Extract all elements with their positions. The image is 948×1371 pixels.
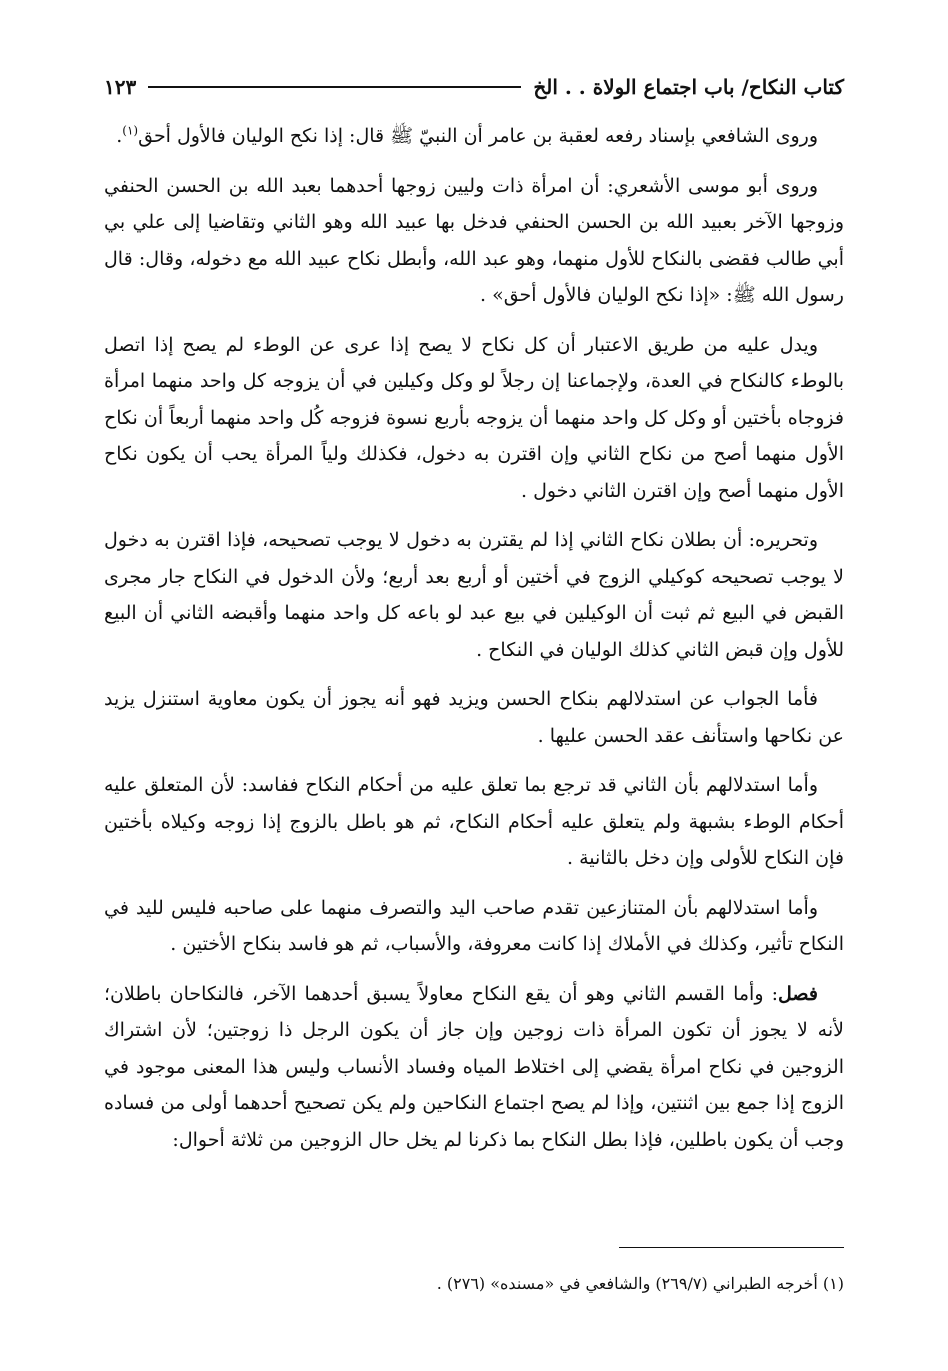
paragraph-text: : وأما القسم الثاني وهو أن يقع النكاح معاولاً يسبق أحدهما الآخر، فالنكاحان باطلان؛ لأنه لا يجوز أن تكون المرأة ذات زوجين وإن جاز أن يكون الرجل ذا زوجتين؛ لأن اشتراك الزوجين في نكاح امرأة يقضي إلى اختلاط المياه وفساد الأنساب وليس هذا المعنى موجود في الزوج إذا جمع بين اثنتين، وإذا لم يصح اجتماع النكاحين ولم يكن تصحيح أحدهما أولى من فساده وجب أن يكون باطلين، فإذا بطل النكاح بما ذكرنا لم يخل حال الزوجين من ثلاثة أحوال: — [104, 982, 844, 1151]
paragraph: وأما استدلالهم بأن الثاني قد ترجع بما تعلق عليه من أحكام النكاح ففاسد: لأن المتعلق عليه أحكام الوطء بشبهة ولم يتعلق عليه أحكام النكاح، ثم هو باطل بالزوج إذا زوجه وكيلاه بأختين فإن النكاح للأولى وإن دخل بالثانية . — [104, 774, 844, 869]
header-rule — [148, 86, 521, 88]
paragraph: وروى الشافعي بإسناد رفعه لعقبة بن عامر أن النبيّ ﷺ قال: إذا نكح الوليان فالأول أحق$^{(١)}$. — [116, 123, 818, 147]
page-number: ١٢٣ — [104, 75, 137, 99]
footnote-rule — [619, 1247, 844, 1248]
paragraph: وروى أبو موسى الأشعري: أن امرأة ذات وليين زوجها أحدهما بعبد الله بن الحسن الحنفي وزوجها الآخر بعبيد الله بن الحسن الحنفي فدخل بها عبيد الله وهو الثاني وتقاضيا إلى علي بي أبي طالب فقضى بالنكاح للأول منهما، وهو عبد الله، وأبطل نكاح عبيد الله مع دخوله، وقال: قال رسول الله ﷺ: «إذا نكح الوليان فالأول أحق» . — [104, 174, 844, 306]
footnote: (١) أخرجه الطبراني (٢٦٩/٧) والشافعي في «مسنده» (٢٧٦) . — [436, 1274, 844, 1293]
paragraph: وتحريره: أن بطلان نكاح الثاني إذا لم يقترن به دخول لا يوجب تصحيحه، فإذا اقترن به دخول لا يوجب تصحيحه كوكيلي الزوج في أختين أو أربع بعد أربع؛ ولأن الدخول في النكاح جار مجرى القبض في البيع ثم ثبت أن الوكيلين في بيع عبد لو باعه كل واحد منهما وأقبضه الثاني أن البيع للأول وإن قبض الثاني كذلك الوليان في النكاح . — [104, 529, 844, 661]
footnote-marker: (١) — [122, 123, 139, 138]
chapter-title: كتاب النكاح/ باب اجتماع الولاة . . الخ — [533, 75, 844, 99]
section-lead: فصل — [778, 982, 818, 1005]
page-body — [104, 118, 844, 1158]
running-header — [104, 66, 844, 108]
paragraph — [104, 976, 844, 1159]
paragraph-text: وروى الشافعي بإسناد رفعه لعقبة بن عامر أن النبيّ ﷺ قال: إذا نكح الوليان فالأول أحق — [138, 125, 818, 147]
paragraph: ويدل عليه من طريق الاعتبار أن كل نكاح لا يصح إذا عرى عن الوطء لم يصح إذا اتصل بالوطء كالنكاح في العدة، ولإجماعنا إن رجلاً لو وكل وكيلين في أن يزوجه كل واحد منهما امرأة فزوجاه بأختين أو وكل كل واحد منهما أن يزوجه بأربع نسوة فزوجه كُل واحد منهما أربعاً أن نكاح الأول منهما أصح من نكاح الثاني وإن اقترن به دخول، فكذلك ولياً المرأة يحب أن يكون نكاح الأول منهما أصح وإن اقترن الثاني دخول . — [104, 333, 844, 502]
paragraph: فأما الجواب عن استدلالهم بنكاح الحسن ويزيد فهو أنه يجوز أن يكون معاوية استنزل يزيد عن نكاحها واستأنف عقد الحسن عليها . — [104, 688, 844, 747]
paragraph: وأما استدلالهم بأن المتنازعين تقدم صاحب اليد والتصرف منهما على صاحبه فليس لليد في النكاح تأثير، وكذلك في الأملاك إذا كانت معروفة، والأسباب، ثم هو فاسد بنكاح الأختين . — [104, 896, 844, 955]
